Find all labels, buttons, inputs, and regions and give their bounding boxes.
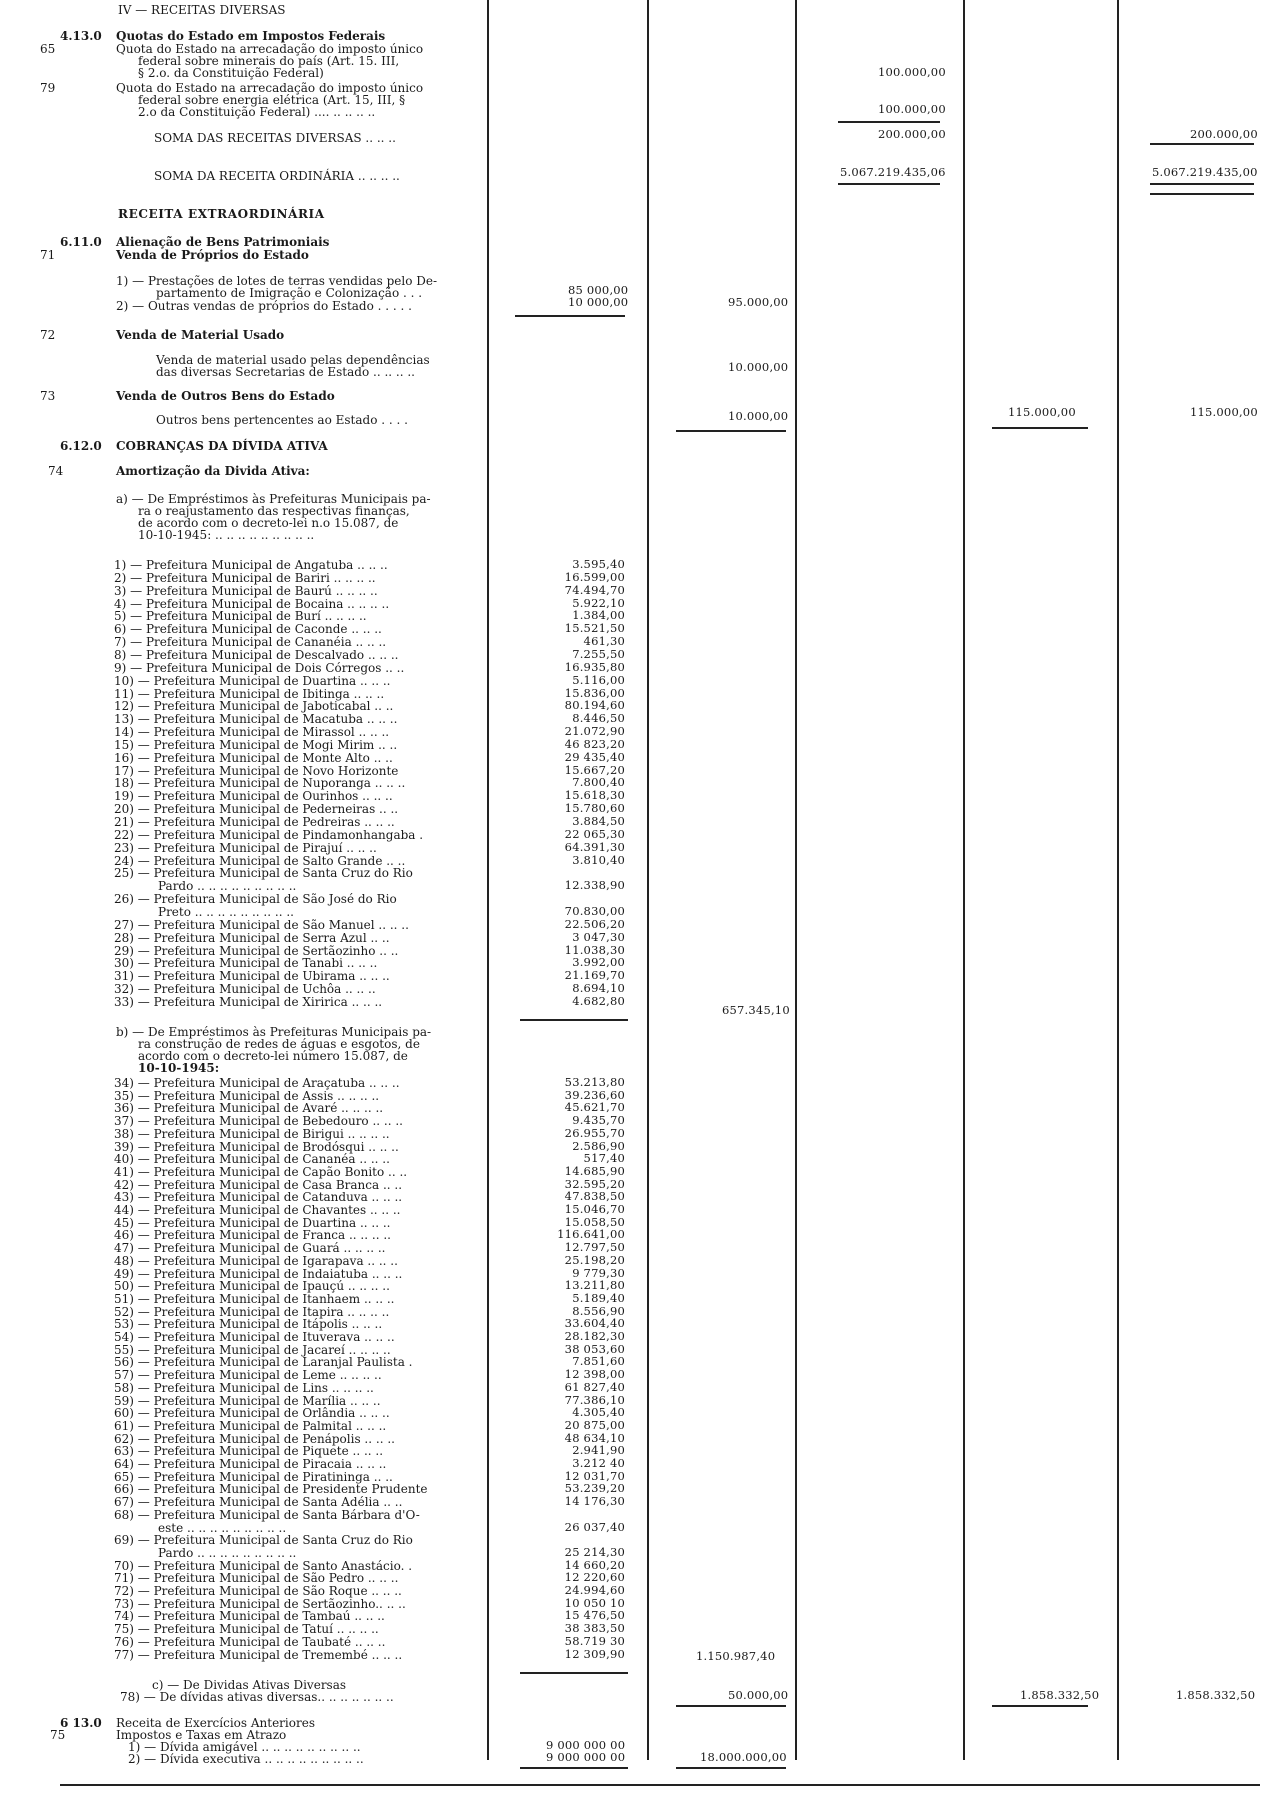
soma-label: SOMA DAS RECEITAS DIVERSAS .. .. ..	[154, 131, 396, 145]
amount: 9 000 000 00	[546, 1750, 626, 1764]
list-item-amount: 22 065,30	[564, 826, 625, 841]
list-item-label: 61) — Prefeitura Municipal de Palmital .. .. ..	[114, 1418, 387, 1433]
line-text: ra o reajustamento das respectivas finanças,	[138, 504, 410, 518]
list-item-amount: 45.621,70	[564, 1100, 625, 1115]
list-item-amount: 15.780,60	[564, 801, 625, 816]
list-item-amount: 53.213,80	[564, 1075, 625, 1089]
list-item-amount: 7.851,60	[572, 1354, 625, 1369]
line-text: b) — De Empréstimos às Prefeituras Municipais pa-	[116, 1025, 432, 1039]
list-item-amount: 14 176,30	[564, 1494, 625, 1509]
list-item-label: 12) — Prefeitura Municipal de Jaboticabal .. ..	[114, 699, 394, 714]
list-item-amount: 12 220,60	[564, 1570, 625, 1585]
list-item-amount: 15.521,50	[564, 621, 625, 636]
amount: 100.000,00	[878, 102, 946, 116]
column-rule	[647, 0, 649, 1760]
amount: 85 000,00	[568, 283, 629, 297]
list-item-amount: 11.038,30	[564, 942, 625, 957]
list-item-label: 48) — Prefeitura Municipal de Igarapava .. .. ..	[114, 1253, 398, 1268]
list-item-amount: 25.198,20	[564, 1252, 625, 1267]
list-item-label: 2) — Prefeitura Municipal de Bariri .. .. .. ..	[114, 570, 376, 585]
list-item-label: 51) — Prefeitura Municipal de Itanhaem .. .. ..	[114, 1291, 395, 1306]
list-item-amount: 5.922,10	[572, 595, 625, 610]
sub-heading: Venda de Material Usado	[116, 328, 285, 342]
amount: 50.000,00	[728, 1688, 789, 1702]
list-item-amount: 24.994,60	[564, 1583, 625, 1597]
list-item-label: 38) — Prefeitura Municipal de Birigui .. .. .. ..	[114, 1126, 390, 1141]
list-item-label: este .. .. .. .. .. .. .. .. ..	[158, 1520, 287, 1535]
amount: 10 000,00	[568, 295, 629, 309]
amount: 115.000,00	[1008, 405, 1076, 419]
list-item-label: 59) — Prefeitura Municipal de Marília .. .. ..	[114, 1393, 381, 1408]
rule	[676, 1705, 786, 1707]
rule	[838, 183, 940, 185]
list-item-label: 34) — Prefeitura Municipal de Araçatuba .. .. ..	[114, 1076, 400, 1090]
list-item-amount: 15 476,50	[564, 1608, 625, 1623]
line-text: 2) — Dívida executiva .. .. .. .. .. .. .. .. ..	[128, 1752, 364, 1766]
list-item-label: 21) — Prefeitura Municipal de Pedreiras .. .. ..	[114, 815, 395, 829]
amount: 9 000 000 00	[546, 1738, 626, 1752]
list-item-amount: 77.386,10	[564, 1392, 625, 1407]
list-item-amount: 16.935,80	[564, 659, 625, 674]
rule	[838, 121, 940, 123]
rule	[520, 1019, 628, 1021]
list-item-amount: 517,40	[583, 1151, 625, 1166]
list-item-label: 23) — Prefeitura Municipal de Pirajuí .. .. ..	[114, 840, 377, 855]
rule	[1150, 183, 1254, 185]
list-item-label: 40) — Prefeitura Municipal de Cananéa .. .. ..	[114, 1152, 390, 1167]
list-item-amount: 47.838,50	[564, 1189, 625, 1204]
list-item-label: 8) — Prefeitura Municipal de Descalvado .. .. ..	[114, 647, 399, 662]
line-text: 2.o da Constituição Federal) .... .. .. .. ..	[138, 105, 376, 119]
list-item-label: 11) — Prefeitura Municipal de Ibitinga .. .. ..	[114, 686, 385, 701]
list-item-label: Pardo .. .. .. .. .. .. .. .. ..	[158, 1545, 297, 1560]
line-text: Quota do Estado na arrecadação do imposto único	[116, 42, 424, 56]
rule	[520, 1672, 628, 1674]
list-item-label: 65) — Prefeitura Municipal de Piratininga .. ..	[114, 1469, 393, 1484]
list-item-amount: 2.586,90	[572, 1138, 625, 1153]
list-item-label: 43) — Prefeitura Municipal de Catanduva .. .. ..	[114, 1190, 403, 1205]
column-rule	[963, 0, 965, 1760]
section-code: 6.11.0	[60, 235, 102, 249]
line-text: federal sobre minerais do país (Art. 15. III,	[138, 54, 400, 68]
list-item-label: 41) — Prefeitura Municipal de Capão Bonito .. ..	[114, 1164, 408, 1179]
amount: 18.000.000,00	[700, 1750, 787, 1764]
list-item-amount: 3.884,50	[572, 814, 625, 828]
section-heading: COBRANÇAS DA DÍVIDA ATIVA	[116, 439, 328, 453]
amount: 10.000,00	[728, 409, 789, 423]
list-item-label: 53) — Prefeitura Municipal de Itápolis .. .. ..	[114, 1317, 383, 1332]
line-text: 1) — Prestações de lotes de terras vendidas pelo De-	[116, 274, 438, 288]
list-item-amount: 38 053,60	[564, 1341, 625, 1356]
list-item-label: 69) — Prefeitura Municipal de Santa Cruz do Rio	[114, 1533, 413, 1548]
list-item-amount: 15.667,20	[564, 762, 625, 777]
list-item-amount: 80.194,60	[564, 698, 625, 713]
line-number: 65	[40, 42, 56, 56]
list-item-amount: 12.797,50	[564, 1240, 625, 1255]
list-item-amount: 25 214,30	[564, 1544, 625, 1559]
list-item-amount: 53.239,20	[564, 1481, 625, 1496]
list-item-label: 52) — Prefeitura Municipal de Itapira .. .. .. ..	[114, 1304, 390, 1319]
list-item-label: 17) — Prefeitura Municipal de Novo Horizonte	[114, 763, 399, 778]
list-item-amount: 5.116,00	[572, 672, 625, 687]
line-text: 10-10-1945:	[138, 1061, 220, 1075]
list-item-label: 46) — Prefeitura Municipal de Franca .. .. .. ..	[114, 1228, 391, 1243]
list-item-label: 7) — Prefeitura Municipal de Cananéia .. .. ..	[114, 635, 387, 650]
list-item-label: 58) — Prefeitura Municipal de Lins .. .. .. ..	[114, 1380, 374, 1395]
list-item-amount: 12 398,00	[564, 1367, 625, 1382]
list-item-amount: 16.599,00	[564, 569, 625, 584]
list-item-amount: 8.556,90	[572, 1303, 625, 1318]
list-item-label: 16) — Prefeitura Municipal de Monte Alto .. ..	[114, 750, 393, 765]
list-item-amount: 15.618,30	[564, 788, 625, 803]
amount: 200.000,00	[878, 127, 946, 141]
list-item-amount: 58.719 30	[564, 1633, 625, 1648]
list-item-label: 29) — Prefeitura Municipal de Sertãozinho .. ..	[114, 943, 399, 958]
list-item-amount: 3.810,40	[572, 852, 625, 867]
list-item-label: 30) — Prefeitura Municipal de Tanabi .. .. ..	[114, 956, 378, 971]
list-item-label: 62) — Prefeitura Municipal de Penápolis .. .. ..	[114, 1431, 395, 1446]
list-item-amount: 4.305,40	[572, 1405, 625, 1420]
line-text: 78) — De dívidas ativas diversas.. .. .. .. .. .. ..	[120, 1690, 394, 1704]
sub-heading: Amortização da Divida Ativa:	[116, 464, 310, 478]
amount: 1.150.987,40	[696, 1649, 776, 1663]
list-item-amount: 20 875,00	[564, 1417, 625, 1432]
line-text: partamento de Imigração e Colonização . . .	[156, 286, 423, 300]
list-item-label: 39) — Prefeitura Municipal de Brodósqui .. .. ..	[114, 1139, 399, 1154]
list-item-amount: 38 383,50	[564, 1621, 625, 1636]
line-text: 10-10-1945: .. .. .. .. .. .. .. .. ..	[138, 528, 315, 542]
line-number: 75	[50, 1728, 66, 1742]
list-item-label: 27) — Prefeitura Municipal de São Manuel .. .. ..	[114, 917, 409, 932]
list-item-amount: 10 050 10	[564, 1595, 625, 1610]
section-title: RECEITA EXTRAORDINÁRIA	[118, 207, 325, 221]
rule	[60, 1784, 1260, 1786]
list-item-amount: 61 827,40	[564, 1379, 625, 1394]
line-text: c) — De Dividas Ativas Diversas	[152, 1678, 347, 1692]
list-item-label: 76) — Prefeitura Municipal de Taubaté .. .. ..	[114, 1634, 386, 1649]
list-item-amount: 14 660,20	[564, 1557, 625, 1572]
list-item-label: 70) — Prefeitura Municipal de Santo Anastácio. .	[114, 1558, 413, 1573]
list-item-label: 22) — Prefeitura Municipal de Pindamonhangaba .	[114, 827, 424, 842]
list-item-label: 56) — Prefeitura Municipal de Laranjal Paulista .	[114, 1355, 413, 1370]
rule	[676, 1767, 786, 1769]
list-item-amount: 3.212 40	[572, 1456, 625, 1470]
list-item-label: 72) — Prefeitura Municipal de São Roque .. .. ..	[114, 1584, 402, 1598]
rule	[992, 1705, 1088, 1707]
list-item-label: 14) — Prefeitura Municipal de Mirassol .. .. ..	[114, 725, 390, 740]
rule	[992, 427, 1088, 429]
section-code: 4.13.0	[60, 29, 102, 43]
amount: 200.000,00	[1190, 127, 1258, 141]
list-item-label: 1) — Prefeitura Municipal de Angatuba .. .. ..	[114, 558, 388, 572]
list-item-label: 71) — Prefeitura Municipal de São Pedro .. .. ..	[114, 1571, 399, 1586]
list-item-label: 9) — Prefeitura Municipal de Dois Córregos .. ..	[114, 660, 405, 675]
list-item-label: 15) — Prefeitura Municipal de Mogi Mirim .. ..	[114, 737, 398, 752]
list-item-amount: 46 823,20	[564, 736, 625, 751]
list-item-label: 5) — Prefeitura Municipal de Burí .. .. .. ..	[114, 609, 367, 624]
list-item-label: 64) — Prefeitura Municipal de Piracaia .. .. ..	[114, 1457, 387, 1471]
list-item-amount: 39.236,60	[564, 1087, 625, 1102]
amount: 10.000,00	[728, 360, 789, 374]
list-item-amount: 26 037,40	[564, 1519, 625, 1534]
list-item-amount: 48 634,10	[564, 1430, 625, 1445]
list-item-label: 57) — Prefeitura Municipal de Leme .. .. .. ..	[114, 1368, 382, 1383]
soma-label: SOMA DA RECEITA ORDINÁRIA .. .. .. ..	[154, 169, 400, 183]
amount: 657.345,10	[722, 1003, 790, 1017]
line-text: § 2.o. da Constituição Federal)	[138, 66, 324, 80]
column-rule	[795, 0, 797, 1760]
section-code: 6.12.0	[60, 439, 102, 453]
list-item-label: 37) — Prefeitura Municipal de Bebedouro .. .. ..	[114, 1114, 403, 1129]
list-item-label: 73) — Prefeitura Municipal de Sertãozinho.. .. ..	[114, 1596, 406, 1611]
amount: 5.067.219.435,00	[1152, 165, 1258, 179]
list-item-amount: 22.506,20	[564, 916, 625, 931]
list-item-amount: 33.604,40	[564, 1316, 625, 1331]
line-text: federal sobre energia elétrica (Art. 15, III, §	[138, 93, 406, 107]
list-item-amount: 4.682,80	[572, 993, 625, 1008]
list-item-amount: 8.446,50	[572, 711, 625, 726]
list-item-amount: 14.685,90	[564, 1163, 625, 1178]
list-item-label: 60) — Prefeitura Municipal de Orlândia .. .. ..	[114, 1406, 390, 1421]
list-item-label: 44) — Prefeitura Municipal de Chavantes .. .. ..	[114, 1203, 401, 1217]
list-item-amount: 28.182,30	[564, 1329, 625, 1343]
list-item-amount: 74.494,70	[564, 582, 625, 597]
list-item-amount: 70.830,00	[564, 903, 625, 918]
list-item-amount: 26.955,70	[564, 1125, 625, 1140]
line-text: 1) — Dívida amigável .. .. .. .. .. .. .. .. ..	[128, 1740, 361, 1754]
amount: 100.000,00	[878, 65, 946, 79]
list-item-amount: 9 779,30	[572, 1265, 625, 1280]
list-item-label: 55) — Prefeitura Municipal de Jacareí .. .. .. ..	[114, 1342, 391, 1357]
list-item-label: 26) — Prefeitura Municipal de São José do Rio	[114, 892, 397, 907]
sub-heading: Venda de Próprios do Estado	[116, 248, 309, 262]
list-item-label: Pardo .. .. .. .. .. .. .. .. ..	[158, 879, 297, 894]
list-item-label: 45) — Prefeitura Municipal de Duartina .. .. ..	[114, 1215, 391, 1230]
line-text: das diversas Secretarias de Estado .. .. .. ..	[156, 365, 415, 379]
list-item-label: 20) — Prefeitura Municipal de Pederneiras .. ..	[114, 802, 399, 817]
list-item-amount: 64.391,30	[564, 839, 625, 854]
list-item-amount: 13.211,80	[564, 1278, 625, 1293]
list-item-amount: 32.595,20	[564, 1176, 625, 1191]
list-item-label: 66) — Prefeitura Municipal de Presidente Prudente	[114, 1482, 428, 1497]
rule	[520, 1767, 628, 1769]
column-rule	[487, 0, 489, 1760]
list-item-amount: 29 435,40	[564, 749, 625, 764]
rule	[1150, 193, 1254, 195]
section-heading: Alienação de Bens Patrimoniais	[116, 235, 330, 249]
list-item-label: 25) — Prefeitura Municipal de Santa Cruz do Rio	[114, 866, 413, 881]
list-item-label: 4) — Prefeitura Municipal de Bocaina .. .. .. ..	[114, 596, 390, 611]
line-text: Quota do Estado na arrecadação do imposto único	[116, 81, 424, 95]
line-text: 2) — Outras vendas de próprios do Estado . . . . .	[116, 299, 412, 313]
list-item-amount: 116.641,00	[557, 1227, 625, 1242]
list-item-label: 33) — Prefeitura Municipal de Xiririca .. .. ..	[114, 994, 383, 1009]
section-heading: Quotas do Estado em Impostos Federais	[116, 29, 386, 43]
list-item-amount: 12 309,90	[564, 1646, 625, 1661]
line-number: 73	[40, 389, 56, 403]
amount: 115.000,00	[1190, 405, 1258, 419]
list-item-label: 77) — Prefeitura Municipal de Tremembé .. .. ..	[114, 1647, 403, 1662]
rule	[676, 430, 786, 432]
list-item-label: 67) — Prefeitura Municipal de Santa Adélia .. ..	[114, 1495, 403, 1510]
list-item-amount: 7.255,50	[572, 646, 625, 661]
list-item-amount: 5.189,40	[572, 1290, 625, 1305]
list-item-label: 49) — Prefeitura Municipal de Indaiatuba .. .. ..	[114, 1266, 403, 1281]
list-item-amount: 3.595,40	[572, 557, 625, 571]
list-item-label: 6) — Prefeitura Municipal de Caconde .. .. ..	[114, 622, 382, 637]
list-item-amount: 3.992,00	[572, 955, 625, 970]
line-number: 71	[40, 248, 56, 262]
list-item-label: 3) — Prefeitura Municipal de Baurú .. .. .. ..	[114, 583, 378, 598]
amount: 95.000,00	[728, 295, 789, 309]
list-item-label: 54) — Prefeitura Municipal de Ituverava .. .. ..	[114, 1330, 395, 1344]
list-item-amount: 21.072,90	[564, 724, 625, 739]
amount: 1.858.332,50	[1020, 1688, 1100, 1702]
list-item-label: 31) — Prefeitura Municipal de Ubirama .. .. ..	[114, 969, 390, 984]
list-item-label: 50) — Prefeitura Municipal de Ipauçú .. .. .. ..	[114, 1279, 390, 1294]
list-item-label: 36) — Prefeitura Municipal de Avaré .. .. .. ..	[114, 1101, 384, 1116]
line-text: Venda de material usado pelas dependências	[156, 353, 430, 367]
list-item-label: 18) — Prefeitura Municipal de Nuporanga .. .. ..	[114, 776, 406, 791]
list-item-label: Preto .. .. .. .. .. .. .. .. ..	[158, 904, 294, 919]
list-item-amount: 15.046,70	[564, 1202, 625, 1216]
line-number: 72	[40, 328, 56, 342]
sub-heading: Venda de Outros Bens do Estado	[116, 389, 335, 403]
amount: 1.858.332,50	[1176, 1688, 1256, 1702]
line-number: 79	[40, 81, 56, 95]
list-item-amount: 12.338,90	[564, 878, 625, 893]
section-code: 6 13.0	[60, 1716, 102, 1730]
line-text: de acordo com o decreto-lei n.o 15.087, de	[138, 516, 399, 530]
list-item-amount: 8.694,10	[572, 981, 625, 996]
list-item-label: 24) — Prefeitura Municipal de Salto Grande .. ..	[114, 853, 406, 868]
line-text: ra construção de redes de águas e esgotos, de	[138, 1037, 420, 1051]
list-item-label: 13) — Prefeitura Municipal de Macatuba .. .. ..	[114, 712, 398, 727]
list-item-label: 28) — Prefeitura Municipal de Serra Azul .. ..	[114, 930, 390, 945]
section-title: IV — RECEITAS DIVERSAS	[118, 3, 286, 17]
list-item-amount: 21.169,70	[564, 968, 625, 983]
section-heading: Receita de Exercícios Anteriores	[116, 1716, 315, 1730]
list-item-label: 42) — Prefeitura Municipal de Casa Branca .. ..	[114, 1177, 403, 1192]
rule	[515, 315, 625, 317]
line-number: 74	[48, 464, 64, 478]
rule	[1150, 143, 1254, 145]
list-item-label: 75) — Prefeitura Municipal de Tatuí .. .. .. ..	[114, 1622, 379, 1637]
line-text: Outros bens pertencentes ao Estado . . . .	[156, 413, 408, 427]
list-item-amount: 1.384,00	[572, 608, 625, 623]
line-text: acordo com o decreto-lei número 15.087, de	[138, 1049, 408, 1063]
list-item-amount: 12 031,70	[564, 1468, 625, 1483]
list-item-label: 63) — Prefeitura Municipal de Piquete .. .. ..	[114, 1444, 384, 1459]
list-item-label: 74) — Prefeitura Municipal de Tambaú .. .. ..	[114, 1609, 385, 1624]
list-item-amount: 7.800,40	[572, 775, 625, 790]
list-item-amount: 2.941,90	[572, 1443, 625, 1458]
list-item-amount: 15.058,50	[564, 1214, 625, 1229]
list-item-amount: 15.836,00	[564, 685, 625, 700]
list-item-label: 47) — Prefeitura Municipal de Guará .. .. .. ..	[114, 1241, 386, 1256]
list-item-label: 68) — Prefeitura Municipal de Santa Bárbara d'O-	[114, 1507, 420, 1522]
line-text: a) — De Empréstimos às Prefeituras Municipais pa-	[116, 492, 431, 506]
list-item-amount: 461,30	[583, 634, 625, 649]
sub-heading: Impostos e Taxas em Atrazo	[116, 1728, 287, 1742]
list-item-label: 32) — Prefeitura Municipal de Uchôa .. .. ..	[114, 982, 376, 997]
list-item-amount: 9.435,70	[572, 1113, 625, 1128]
column-rule	[1117, 0, 1119, 1760]
list-item-amount: 3 047,30	[572, 929, 625, 944]
amount: 5.067.219.435,06	[840, 165, 946, 179]
list-item-label: 35) — Prefeitura Municipal de Assis .. .. .. ..	[114, 1088, 380, 1103]
list-item-label: 19) — Prefeitura Municipal de Ourinhos .. .. ..	[114, 789, 393, 804]
list-item-label: 10) — Prefeitura Municipal de Duartina .. .. ..	[114, 673, 391, 688]
